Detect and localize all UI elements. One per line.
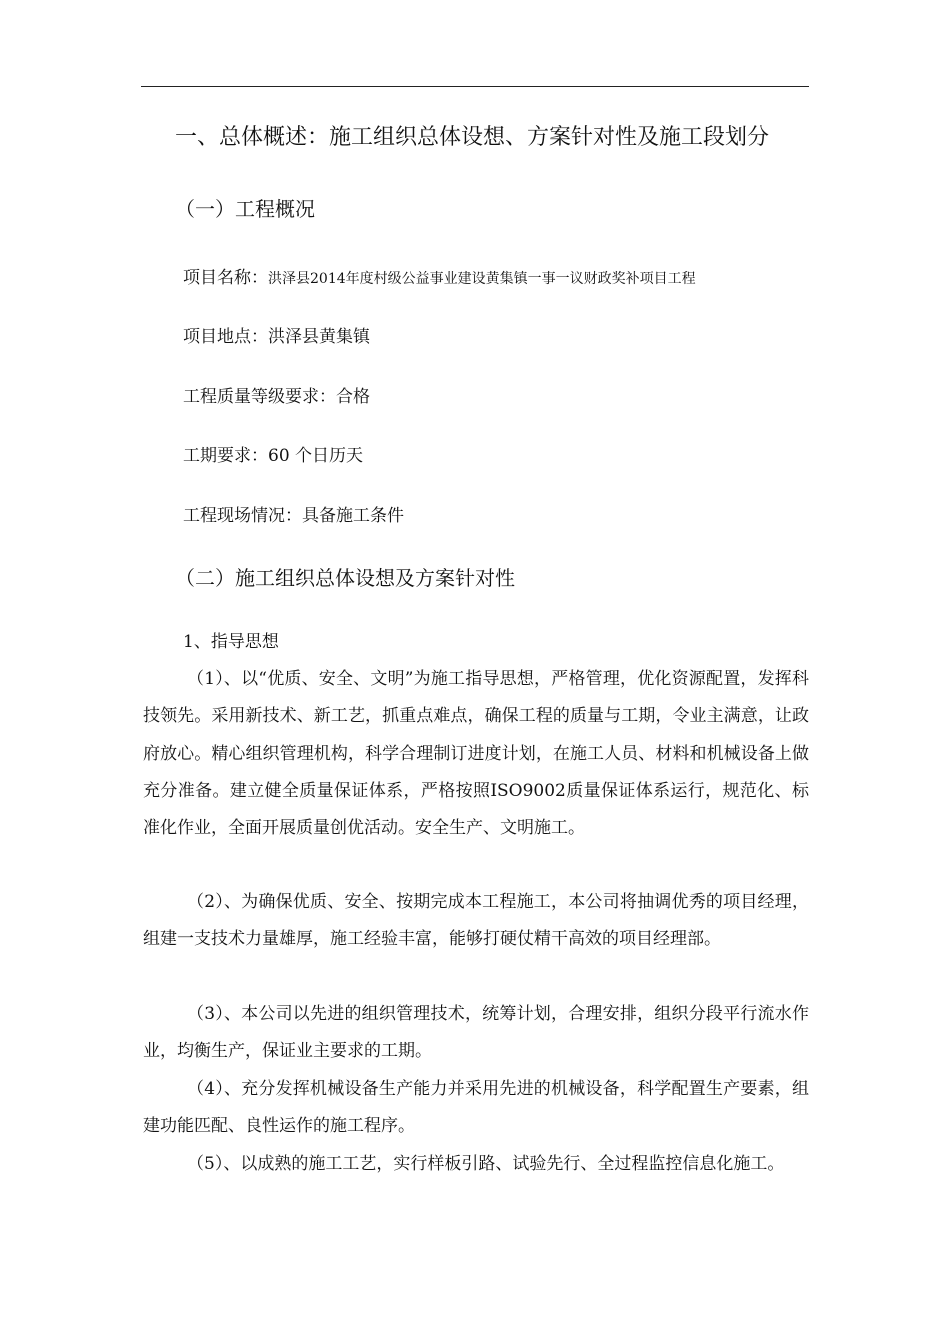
subsection-title-design: （二）施工组织总体设想及方案针对性 [175, 566, 515, 590]
info-project-location [183, 325, 370, 349]
info-value: 60 个日历天 [268, 446, 364, 466]
info-value: 具备施工条件 [302, 506, 404, 526]
info-label: 工期要求： [183, 446, 268, 466]
subsection-title-overview: （一）工程概况 [175, 197, 315, 221]
paragraph-5: （5）、以成熟的施工工艺，实行样板引路、试验先行、全过程监控信息化施工。 [187, 1154, 785, 1174]
info-value: 洪泽县黄集镇 [268, 327, 370, 347]
section-title: 一、总体概述：施工组织总体设想、方案针对性及施工段划分 [175, 125, 770, 150]
info-label: 项目名称： [183, 268, 268, 288]
point-heading-guiding-ideas: 1、指导思想 [183, 632, 279, 652]
info-label: 工程现场情况： [183, 506, 302, 526]
info-project-name [183, 266, 696, 291]
paragraph-4: （4）、充分发挥机械设备生产能力并采用先进的机械设备，科学配置生产要素，组建功能匹配、良性运作的施工程序。 [143, 1079, 809, 1137]
info-label: 项目地点： [183, 327, 268, 347]
paragraph-3: （3）、本公司以先进的组织管理技术，统筹计划，合理安排，组织分段平行流水作业，均衡生产，保证业主要求的工期。 [143, 1004, 809, 1062]
info-value: 洪泽县2014年度村级公益事业建设黄集镇一事一议财政奖补项目工程 [268, 271, 696, 287]
paragraph-2: （2）、为确保优质、安全、按期完成本工程施工，本公司将抽调优秀的项目经理，组建一支技术力量雄厚，施工经验丰富，能够打硬仗精干高效的项目经理部。 [143, 892, 809, 950]
info-site-condition [183, 504, 404, 528]
info-schedule [183, 444, 363, 468]
paragraph-1: （1）、以“优质、安全、文明”为施工指导思想，严格管理，优化资源配置，发挥科技领先。采用新技术、新工艺，抓重点难点，确保工程的质量与工期，令业主满意，让政府放心。精心组织管理机构，科学合理制订进度计划，在施工人员、材料和机械设备上做充分准备。建立健全质量保证体系，严格按照ISO9002质量保证体系运行，规范化、标准化作业，全面开展质量创优活动。安全生产、文明施工。 [143, 669, 809, 839]
info-quality-grade [183, 385, 370, 409]
info-value: 合格 [336, 387, 370, 407]
info-label: 工程质量等级要求： [183, 387, 336, 407]
header-rule [141, 86, 809, 87]
